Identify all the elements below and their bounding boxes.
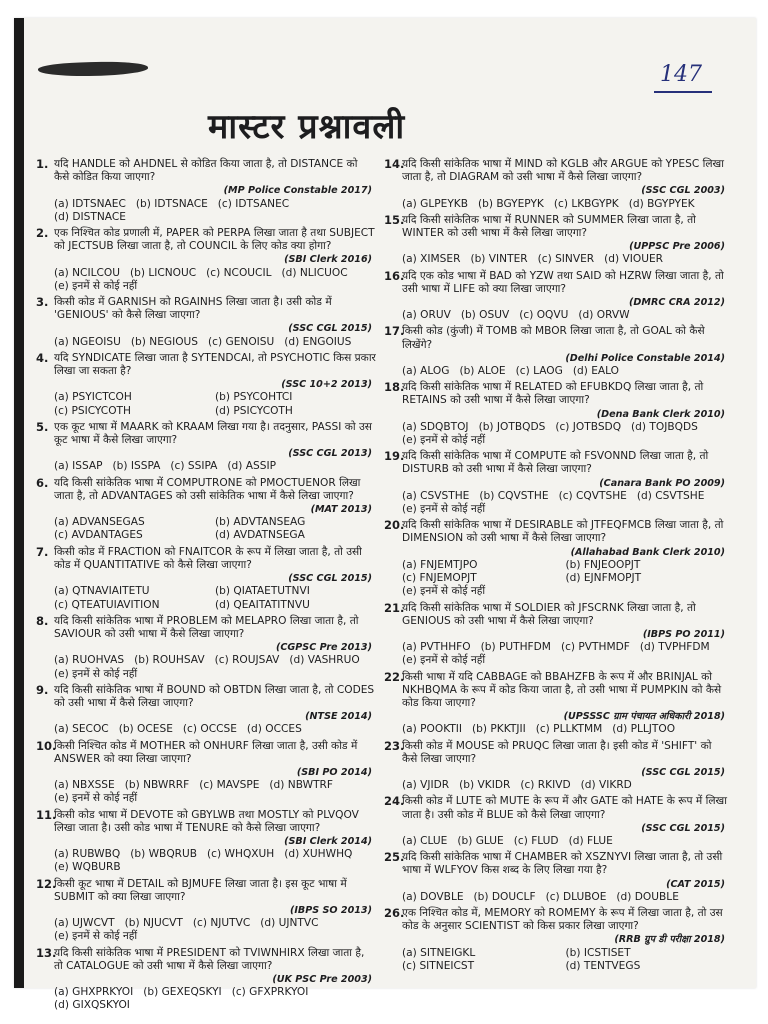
answer-option: (a) RUOHVAS — [54, 654, 125, 667]
answer-option: (a) ISSAP — [54, 460, 103, 473]
question-text: यदि किसी सांकेतिक भाषा में BOUND को OBTDN लिखा जाता है, तो CODES को उसी भाषा में कैसे लिखा जाएगा? — [54, 683, 375, 709]
question-source: (SBI PO 2014) — [296, 766, 372, 778]
answer-option: (a) GHXPRKYOI — [54, 986, 134, 999]
question-header — [36, 352, 376, 378]
question-header — [384, 740, 729, 766]
answer-option: (a) NCILCOU — [54, 266, 120, 279]
question-number: 8. — [36, 613, 49, 628]
answer-option: (d) TENTVEGS — [565, 959, 641, 972]
question-text: एक कूट भाषा में MAARK को KRAAM लिखा गया है। तदनुसार, PASSI को उस कूट भाषा में कैसे लिखा जाएगा? — [54, 420, 372, 447]
question-header — [384, 602, 729, 628]
answer-option: (a) DOVBLE — [402, 890, 464, 903]
answer-option: (a) CLUE — [402, 834, 448, 847]
question-source: (Dena Bank Clerk 2010) — [596, 408, 725, 420]
answer-option: (a) SITNEIGKL — [402, 946, 476, 959]
options-list — [36, 917, 376, 943]
answer-option: (c) ROUJSAV — [214, 654, 280, 667]
answer-option: (a) PVTHHFO — [402, 641, 471, 654]
answer-option: (a) QTNAVIAITETU — [54, 585, 150, 598]
question-source: (SSC 10+2 2013) — [281, 379, 372, 391]
question-header — [36, 296, 376, 322]
question-header — [384, 270, 729, 296]
answer-option: (d) DISTNACE — [54, 210, 126, 223]
question-number: 19. — [384, 449, 405, 464]
answer-option: (e) इनमें से कोई नहीं — [402, 654, 486, 667]
answer-option: (c) FNJEMOPJT — [402, 572, 477, 585]
answer-option: (b) FNJEOOPJT — [565, 558, 641, 571]
question-text: यदि SYNDICATE लिखा जाता है SYTENDCAI, तो PSYCHOTIC किस प्रकार लिखा जा सकता है? — [54, 351, 376, 378]
question-source: (Allahabad Bank Clerk 2010) — [570, 546, 725, 558]
answer-option: (b) GLUE — [457, 834, 504, 847]
page-number: 147 — [660, 62, 702, 87]
question-item — [36, 809, 376, 875]
answer-option: (d) OCCES — [246, 723, 302, 736]
answer-option: (e) इनमें से कोई नहीं — [54, 792, 138, 805]
question-header — [384, 214, 729, 240]
question-text: एक निश्चित कोड में, MEMORY को ROMEMY के रूप में लिखा जाता है, तो उस कोड के अनुसार SCIENTIST को किस प्रकार लिखा जाएगा? — [402, 906, 723, 933]
options-list — [384, 253, 729, 266]
answer-option: (b) NEGIOUS — [130, 335, 199, 348]
question-text: यदि किसी सांकेतिक भाषा में DESIRABLE को JTFEQFMCB लिखा जाता है, तो DIMENSION को उसी भाषा में कैसे लिखा जाएगा? — [402, 519, 724, 545]
question-text: यदि किसी सांकेतिक भाषा में PROBLEM को MELAPRO लिखा जाता है, तो SAVIOUR को उसी भाषा में कैसे लिखा जाएगा? — [54, 614, 359, 640]
options-list — [36, 723, 376, 736]
answer-option: (b) BGYEPYK — [478, 197, 544, 210]
question-item — [384, 325, 729, 378]
answer-option: (b) DOUCLF — [473, 890, 536, 903]
question-item — [36, 878, 376, 944]
options-list — [384, 947, 729, 973]
question-item — [384, 851, 729, 904]
question-header — [36, 615, 376, 641]
right-column — [384, 158, 729, 976]
question-header — [384, 851, 729, 877]
answer-option: (a) SDQBTOJ — [402, 420, 469, 433]
question-header — [36, 740, 376, 766]
options-list — [36, 986, 376, 1012]
answer-option: (c) LAOG — [515, 365, 563, 378]
answer-option: (c) SINVER — [537, 253, 595, 266]
question-header — [384, 519, 729, 545]
question-header — [384, 907, 729, 933]
question-header — [384, 325, 729, 351]
answer-option: (d) NBWTRF — [269, 779, 333, 792]
options-list — [384, 835, 729, 848]
answer-option: (c) PLLKTMM — [535, 723, 603, 736]
question-text: यदि किसी सांकेतिक भाषा में SOLDIER को JFSCRNK लिखा जाता है, तो GENIOUS को उसी भाषा में कैसे लिखा जाएगा? — [402, 601, 696, 627]
question-item — [36, 421, 376, 474]
answer-option: (c) GFXPRKYOI — [231, 986, 309, 999]
answer-option: (c) CQVTSHE — [558, 489, 627, 502]
page-binding-edge — [14, 18, 24, 988]
question-number: 24. — [384, 794, 405, 809]
question-number: 22. — [384, 669, 405, 684]
answer-option: (d) EALO — [572, 365, 620, 378]
question-source: (NTSE 2014) — [305, 711, 372, 723]
answer-option: (d) CSVTSHE — [636, 489, 705, 502]
answer-option: (c) PSICYCOTH — [54, 404, 131, 417]
question-number: 17. — [384, 324, 405, 339]
question-header — [384, 671, 729, 711]
question-header — [36, 546, 376, 572]
question-source: (SSC CGL 2003) — [641, 185, 725, 197]
answer-option: (d) TOJBQDS — [631, 420, 698, 433]
question-number: 11. — [36, 807, 57, 822]
answer-option: (a) NGEOISU — [54, 335, 121, 348]
answer-option: (c) NJUTVC — [192, 917, 251, 930]
answer-option: (d) QEAITATITNVU — [215, 598, 310, 611]
answer-option: (d) TVPHFDM — [639, 641, 710, 654]
question-number: 20. — [384, 518, 405, 533]
question-text: यदि किसी सांकेतिक भाषा में COMPUTRONE को PMOCTUENOR लिखा जाता है, तो ADVANTAGES को उसी सांकेतिक भाषा में कैसे लिखा जाएगा? — [54, 476, 361, 502]
question-text: यदि HANDLE को AHDNEL से कोडित किया जाता है, तो DISTANCE को कैसे कोडित किया जाएगा? — [54, 158, 358, 184]
answer-option: (e) इनमें से कोई नहीं — [54, 279, 138, 292]
question-item — [384, 158, 729, 211]
question-item — [36, 947, 376, 1013]
question-header — [384, 795, 729, 821]
question-number: 12. — [36, 876, 57, 891]
answer-option: (e) इनमें से कोई नहीं — [402, 434, 486, 447]
question-number: 25. — [384, 850, 405, 865]
question-header — [384, 381, 729, 407]
question-item — [36, 158, 376, 224]
question-text: यदि किसी सांकेतिक भाषा में MIND को KGLB और ARGUE को YPESC लिखा जाता है, तो DIAGRAM को उसी भाषा में कैसे लिखा जाएगा? — [402, 158, 724, 184]
answer-option: (d) EJNFMOPJT — [565, 572, 642, 585]
answer-option: (a) CSVSTHE — [402, 489, 470, 502]
question-text: यदि किसी सांकेतिक भाषा में COMPUTE को FSVONND लिखा जाता है, तो DISTURB को उसी भाषा में कैसे लिखा जाएगा? — [402, 450, 709, 476]
answer-option: (b) LICNOUC — [129, 266, 197, 279]
answer-option: (b) ISSPA — [112, 460, 161, 473]
answer-option: (d) PLLJTOO — [612, 723, 676, 736]
question-number: 13. — [36, 945, 57, 960]
answer-option: (b) OSUV — [460, 309, 510, 322]
question-number: 23. — [384, 738, 405, 753]
answer-option: (b) PUTHFDM — [480, 641, 551, 654]
options-list — [384, 421, 729, 447]
question-item — [36, 740, 376, 806]
options-list — [36, 848, 376, 874]
answer-option: (a) POOKTII — [402, 723, 463, 736]
question-header — [36, 809, 376, 835]
answer-option: (d) NLICUOC — [281, 266, 348, 279]
options-list — [36, 267, 376, 293]
options-list — [384, 891, 729, 904]
answer-option: (e) इनमें से कोई नहीं — [402, 585, 486, 598]
question-number: 4. — [36, 350, 49, 365]
answer-option: (c) RKIVD — [520, 779, 571, 792]
answer-option: (b) CQVSTHE — [479, 489, 549, 502]
question-text: किसी कोड में MOUSE को PRUQC लिखा जाता है। इसी कोड में 'SHIFT' को कैसे लिखा जाएगा? — [402, 739, 712, 765]
question-source: (SSC CGL 2015) — [288, 573, 372, 585]
options-list — [384, 309, 729, 322]
question-header — [36, 878, 376, 904]
question-item — [36, 296, 376, 349]
question-number: 7. — [36, 544, 49, 559]
question-source: (CAT 2015) — [666, 878, 725, 890]
answer-option: (a) FNJEMTJPO — [402, 558, 478, 571]
question-item — [384, 270, 729, 323]
question-text: किसी कोड में GARNISH को RGAINHS लिखा जाता है। उसी कोड में 'GENIOUS' को कैसे लिखा जाएगा? — [54, 296, 332, 322]
options-list — [384, 559, 729, 599]
answer-option: (a) ORUV — [402, 309, 451, 322]
answer-option: (b) ADVTANSEAG — [215, 516, 306, 529]
answer-option: (c) NCOUCIL — [206, 266, 272, 279]
options-list — [384, 365, 729, 378]
options-list — [384, 490, 729, 516]
question-text: यदि किसी सांकेतिक भाषा में RELATED को EFUBKDQ लिखा जाता है, तो RETAINS को उसी भाषा में कैसे लिखा जाएगा? — [402, 381, 704, 407]
answer-option: (a) IDTSNAEC — [54, 197, 126, 210]
answer-option: (e) इनमें से कोई नहीं — [54, 930, 138, 943]
options-list — [36, 779, 376, 805]
options-list — [384, 723, 729, 736]
answer-option: (e) WQBURB — [54, 861, 121, 874]
question-header — [36, 477, 376, 503]
question-header — [36, 421, 376, 447]
options-list — [384, 198, 729, 211]
answer-option: (e) इनमें से कोई नहीं — [54, 667, 138, 680]
answer-option: (b) ICSTISET — [565, 946, 631, 959]
answer-option: (c) WHQXUH — [207, 848, 275, 861]
answer-option: (c) SITNEICST — [402, 959, 475, 972]
question-source: (MAT 2013) — [310, 504, 372, 516]
page-title: मास्टर प्रश्नावली — [208, 107, 406, 147]
answer-option: (d) VASHRUO — [289, 654, 360, 667]
question-text: यदि एक कोड भाषा में BAD को YZW तथा SAID को HZRW लिखा जाता है, तो उसी भाषा में LIFE को क्या लिखा जाएगा? — [402, 269, 724, 295]
question-item — [36, 546, 376, 612]
answer-option: (c) AVDANTAGES — [54, 529, 143, 542]
book-page — [14, 18, 756, 1012]
answer-option: (d) DOUBLE — [616, 890, 679, 903]
question-text: यदि किसी सांकेतिक भाषा में CHAMBER को XSZNYVI लिखा जाता है, तो उसी भाषा में WLFYOV किस शब्द के लिए लिखा गया है? — [402, 851, 723, 877]
answer-option: (b) WBQRUB — [130, 848, 198, 861]
answer-option: (a) GLPEYKB — [402, 197, 469, 210]
answer-option: (b) PSYCOHTCI — [215, 391, 293, 404]
answer-option: (c) OQVU — [519, 309, 569, 322]
answer-option: (b) VKIDR — [459, 779, 511, 792]
answer-option: (c) QTEATUIAVITION — [54, 598, 160, 611]
answer-option: (d) ORVW — [578, 309, 630, 322]
answer-option: (c) DLUBOE — [545, 890, 607, 903]
answer-option: (c) IDTSANEC — [217, 197, 290, 210]
question-text: एक निश्चित कोड प्रणाली में, PAPER को PERPA लिखा जाता है तथा SUBJECT को JECTSUB लिखा जाता है, तो COUNCIL के लिए कोड क्या होगा? — [54, 227, 375, 253]
question-item — [384, 795, 729, 848]
answer-option: (d) FLUE — [568, 834, 613, 847]
question-source: (SBI Clerk 2014) — [284, 835, 372, 847]
question-item — [384, 602, 729, 668]
question-number: 2. — [36, 226, 49, 241]
options-list — [36, 516, 376, 542]
options-list — [36, 336, 376, 349]
answer-option: (e) इनमें से कोई नहीं — [402, 503, 486, 516]
question-number: 18. — [384, 380, 405, 395]
question-item — [384, 381, 729, 447]
question-item — [36, 352, 376, 418]
question-source: (DMRC CRA 2012) — [629, 297, 725, 309]
question-header — [36, 684, 376, 710]
answer-option: (c) LKBGYPK — [553, 197, 619, 210]
answer-option: (d) UJNTVC — [260, 917, 319, 930]
question-item — [36, 615, 376, 681]
answer-option: (d) XUHWHQ — [284, 848, 353, 861]
question-number: 26. — [384, 905, 405, 920]
question-item — [36, 477, 376, 543]
page-number-underline — [654, 91, 712, 93]
question-source: (SSC CGL 2013) — [288, 448, 372, 460]
question-header — [36, 947, 376, 973]
question-source: (UPSSSC ग्राम पंचायत अधिकारी 2018) — [563, 711, 725, 723]
question-item — [384, 519, 729, 598]
question-text: यदि किसी सांकेतिक भाषा में PRESIDENT को TVIWNHIRX लिखा जाता है, तो CATALOGUE को उसी भाषा में कैसे लिखा जाएगा? — [54, 946, 365, 972]
question-source: (Delhi Police Constable 2014) — [565, 352, 725, 364]
answer-option: (d) VIOUER — [604, 253, 664, 266]
question-source: (SSC CGL 2015) — [641, 822, 725, 834]
answer-option: (d) GIXQSKYOI — [54, 999, 130, 1012]
answer-option: (a) SECOC — [54, 723, 109, 736]
question-text: किसी कोड (कुंजी) में TOMB को MBOR लिखा जाता है, तो GOAL को कैसे लिखेंगे? — [402, 325, 705, 351]
question-header — [384, 450, 729, 476]
answer-option: (c) MAVSPE — [199, 779, 260, 792]
question-text: किसी कोड में LUTE को MUTE के रूप में और GATE को HATE के रूप में लिखा जाता है। उसी कोड में BLUE को कैसे लिखा जाएगा? — [402, 795, 727, 821]
answer-option: (b) ROUHSAV — [134, 654, 205, 667]
options-list — [36, 198, 376, 224]
answer-option: (b) OCESE — [118, 723, 173, 736]
question-number: 16. — [384, 268, 405, 283]
question-text: किसी कूट भाषा में DETAIL को BJMUFE लिखा जाता है। इस कूट भाषा में SUBMIT को क्या लिखा जाएगा? — [54, 877, 347, 903]
answer-option: (b) JOTBQDS — [478, 420, 546, 433]
question-item — [384, 740, 729, 793]
question-item — [36, 227, 376, 293]
answer-option: (c) OCCSE — [182, 723, 237, 736]
answer-option: (b) PKKTJII — [472, 723, 526, 736]
question-source: (MP Police Constable 2017) — [223, 185, 372, 197]
answer-option: (a) VJIDR — [402, 779, 450, 792]
answer-option: (a) UJWCVT — [54, 917, 115, 930]
question-header — [36, 227, 376, 253]
answer-option: (b) GEXEQSKYI — [143, 986, 222, 999]
answer-option: (c) FLUD — [513, 834, 559, 847]
options-list — [36, 654, 376, 680]
answer-option: (b) NBWRRF — [124, 779, 190, 792]
question-source: (Canara Bank PO 2009) — [599, 477, 725, 489]
answer-option: (a) NBXSSE — [54, 779, 115, 792]
question-number: 14. — [384, 157, 405, 171]
question-source: (UK PSC Pre 2003) — [272, 973, 372, 985]
answer-option: (d) PSICYCOTH — [215, 404, 293, 417]
question-source: (IBPS PO 2011) — [642, 628, 725, 640]
question-item — [384, 671, 729, 737]
options-list — [36, 460, 376, 473]
answer-option: (c) GENOISU — [208, 335, 275, 348]
answer-option: (c) JOTBSDQ — [555, 420, 622, 433]
answer-option: (d) BGYPYEK — [628, 197, 695, 210]
answer-option: (a) ADVANSEGAS — [54, 516, 145, 529]
question-number: 21. — [384, 600, 405, 615]
question-number: 5. — [36, 419, 49, 434]
answer-option: (b) QIATAETUTNVI — [215, 585, 310, 598]
question-source: (UPPSC Pre 2006) — [629, 241, 725, 253]
question-number: 3. — [36, 295, 49, 310]
question-number: 9. — [36, 682, 49, 697]
answer-option: (b) NJUCVT — [124, 917, 183, 930]
question-number: 10. — [36, 738, 57, 753]
answer-option: (a) RUBWBQ — [54, 848, 121, 861]
question-source: (IBPS SO 2013) — [289, 904, 372, 916]
question-item — [384, 907, 729, 973]
question-source: (SSC CGL 2015) — [641, 766, 725, 778]
question-text: किसी भाषा में यदि CABBAGE को BBAHZFB के रूप में और BRINJAL को NKHBQMA के रूप में कोड किया जाता है, तो उसी भाषा में PUMPKIN को कैसे कोड किया जाएगा? — [402, 670, 722, 709]
options-list — [384, 641, 729, 667]
question-item — [384, 214, 729, 267]
left-column — [36, 158, 376, 1016]
answer-option: (b) VINTER — [470, 253, 528, 266]
question-item — [384, 450, 729, 516]
options-list — [36, 585, 376, 611]
question-text: यदि किसी सांकेतिक भाषा में RUNNER को SUMMER लिखा जाता है, तो WINTER को उसी भाषा में कैसे लिखा जाएगा? — [402, 213, 696, 240]
question-header — [36, 158, 376, 184]
question-item — [36, 684, 376, 737]
answer-option: (b) ALOE — [459, 365, 506, 378]
answer-option: (d) VIKRD — [580, 779, 632, 792]
answer-option: (c) SSIPA — [170, 460, 218, 473]
question-source: (SSC CGL 2015) — [288, 323, 372, 335]
answer-option: (d) AVDATNSEGA — [215, 529, 305, 542]
question-text: किसी कोड में FRACTION को FNAITCOR के रूप में लिखा जाता है, तो उसी कोड में QUANTITATIVE को कैसे लिखा जाएगा? — [54, 545, 362, 571]
answer-option: (a) ALOG — [402, 365, 450, 378]
question-number: 1. — [36, 157, 49, 171]
question-number: 15. — [384, 212, 405, 227]
answer-option: (c) PVTHMDF — [560, 641, 630, 654]
answer-option: (d) ASSIP — [227, 460, 276, 473]
answer-option: (a) XIMSER — [402, 253, 461, 266]
options-list — [36, 391, 376, 417]
ink-blot — [38, 60, 148, 78]
answer-option: (d) ENGOIUS — [284, 335, 352, 348]
question-source: (RRB ग्रुप डी परीक्षा 2018) — [614, 934, 725, 946]
question-source: (SBI Clerk 2016) — [284, 254, 372, 266]
question-number: 6. — [36, 475, 49, 490]
question-text: किसी निश्चित कोड में MOTHER को ONHURF लिखा जाता है, उसी कोड में ANSWER को क्या लिखा जाएगा? — [54, 739, 358, 765]
answer-option: (a) PSYICTCOH — [54, 391, 132, 404]
answer-option: (b) IDTSNACE — [135, 197, 208, 210]
question-source: (CGPSC Pre 2013) — [275, 642, 372, 654]
question-text: किसी कोड भाषा में DEVOTE को GBYLWB तथा MOSTLY को PLVQOV लिखा जाता है। उसी कोड भाषा में TENURE को कैसे लिखा जाएगा? — [54, 808, 359, 834]
options-list — [384, 779, 729, 792]
question-header — [384, 158, 729, 184]
